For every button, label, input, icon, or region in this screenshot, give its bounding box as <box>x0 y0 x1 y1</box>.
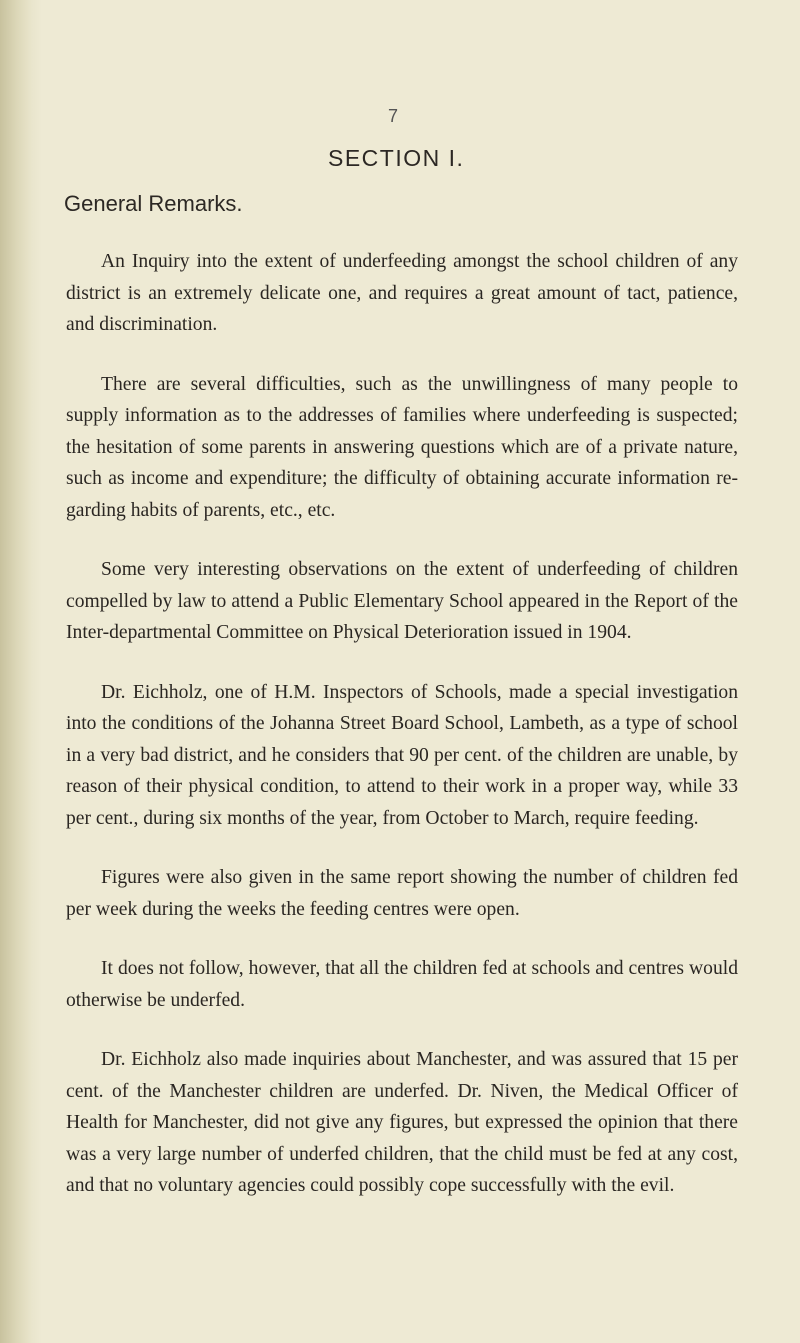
page-number: 7 <box>388 106 399 126</box>
subheading-general-remarks: General Remarks. <box>64 191 243 216</box>
paragraph-manchester: Dr. Eichholz also made inquiries about Manchester, and was assured that 15 per cent. of the Manchester children are underfed. Dr. Niven, the Medical Officer of Health for Manchester, did not give any figures, but expressed the opinion that there was a very large number of underfed children, that the child must be fed at any cost, and that no voluntary agencies could possibly cope successfully with the evil. <box>66 1049 738 1196</box>
section-heading: SECTION I. <box>328 145 465 171</box>
paragraph-difficulties: There are several difficulties, such as the unwillingness of many people to supply information as to the addresses of families where underfeeding is suspected; the hesitation of some parents in answering questions which are of a private nature, such as income and expenditure; the difficulty of obtaining accurate information re-garding habits of parents, etc., etc. <box>66 373 738 521</box>
paragraph-observations: Some very interesting observations on the extent of underfeeding of children compelled by law to attend a Public Elementary School appeared in the Report of the Inter-departmental Committee on Physical Deterioration issued in 1904. <box>66 559 738 643</box>
paragraph-eichholz-lambeth: Dr. Eichholz, one of H.M. Inspectors of Schools, made a special investigation into the conditions of the Johanna Street Board School, Lambeth, as a type of school in a very bad district, and he considers that 90 per cent. of the children are unable, by reason of their physical condition, to attend to their work in a proper way, while 33 per cent., during six months of the year, from October to March, require feeding. <box>66 681 738 829</box>
page-spine-shadow <box>0 0 42 1343</box>
paragraph-figures: Figures were also given in the same report showing the number of children fed per week during the weeks the feeding centres were open. <box>66 867 738 920</box>
paragraph-does-not-follow: It does not follow, however, that all the children fed at schools and centres would otherwise be underfed. <box>66 958 738 1011</box>
paragraph-inquiry-intro: An Inquiry into the extent of underfeeding amongst the school children of any district is an extremely delicate one, and requires a great amount of tact, patience, and discrimination. <box>66 251 738 335</box>
body-text <box>66 246 738 1230</box>
